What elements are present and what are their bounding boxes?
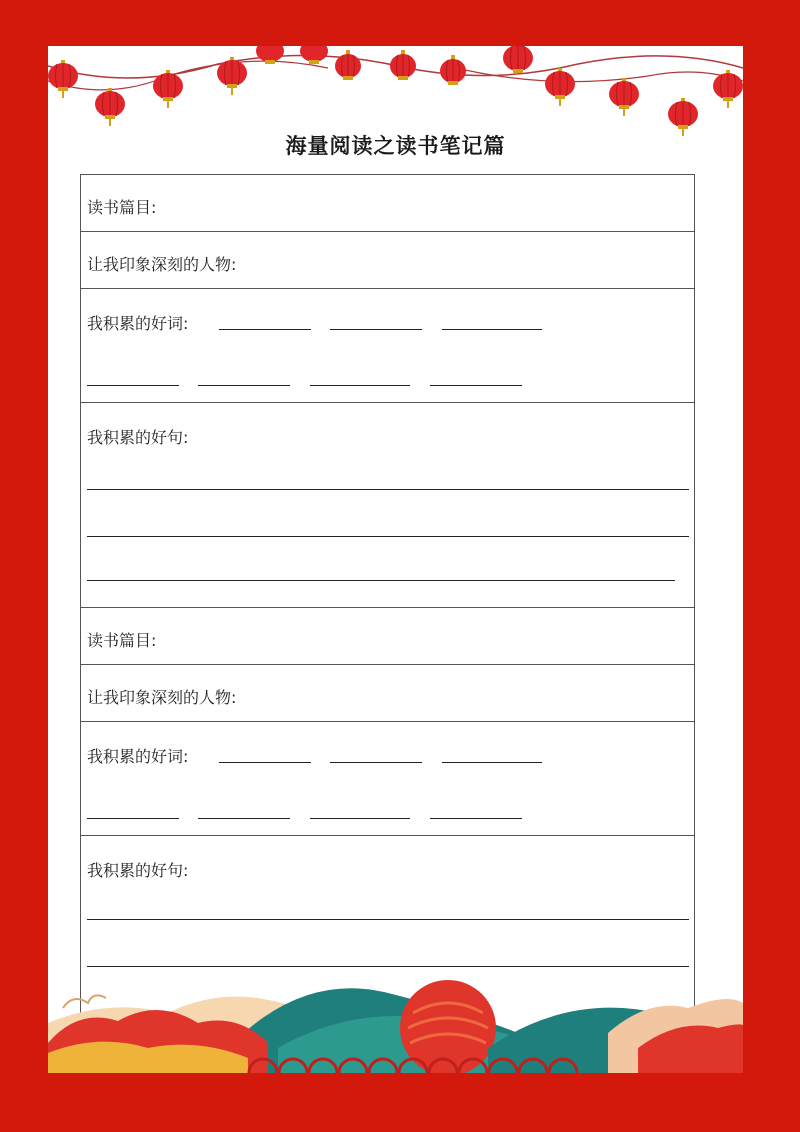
lantern-icon: [713, 70, 743, 108]
lantern-icon: [335, 50, 361, 80]
word-blank[interactable]: [87, 818, 179, 819]
book-title-label: 读书篇目:: [87, 198, 157, 217]
word-blank[interactable]: [310, 385, 410, 386]
word-blank[interactable]: [442, 329, 542, 330]
word-blank[interactable]: [198, 385, 290, 386]
page-title: 海量阅读之读书笔记篇: [285, 134, 506, 158]
word-blank[interactable]: [198, 818, 290, 819]
lantern-icon: [503, 46, 533, 73]
word-blank[interactable]: [219, 329, 311, 330]
cloud-wave-border: [48, 953, 743, 1073]
book-title-label: 读书篇目:: [87, 631, 157, 650]
word-blank[interactable]: [430, 385, 522, 386]
good-words-label: 我积累的好词:: [87, 314, 189, 333]
word-blank[interactable]: [442, 762, 542, 763]
lantern-icon: [440, 55, 466, 85]
word-blank[interactable]: [430, 818, 522, 819]
character-label: 让我印象深刻的人物:: [87, 255, 237, 274]
word-blank[interactable]: [87, 385, 179, 386]
character-row[interactable]: [80, 664, 695, 722]
lantern-icon: [390, 50, 416, 80]
note-sheet: [48, 46, 743, 1073]
good-words-row: [80, 288, 695, 403]
sentence-line[interactable]: [87, 536, 689, 537]
word-blank[interactable]: [219, 762, 311, 763]
sentence-line[interactable]: [87, 919, 689, 920]
word-blank[interactable]: [330, 329, 422, 330]
book-title-row[interactable]: [80, 174, 695, 232]
lantern-icon: [609, 78, 639, 116]
sentence-line[interactable]: [87, 489, 689, 490]
sentence-line[interactable]: [87, 580, 675, 581]
good-sentences-label: 我积累的好句:: [87, 428, 189, 447]
good-words-row: [80, 721, 695, 836]
lantern-icon: [95, 88, 125, 126]
word-blank[interactable]: [310, 818, 410, 819]
word-blank[interactable]: [330, 762, 422, 763]
lantern-icon: [545, 68, 575, 106]
character-row[interactable]: [80, 231, 695, 289]
character-label: 让我印象深刻的人物:: [87, 688, 237, 707]
book-title-row[interactable]: [80, 607, 695, 665]
lantern-icon: [48, 60, 78, 98]
good-words-label: 我积累的好词:: [87, 747, 189, 766]
good-sentences-label: 我积累的好句:: [87, 861, 189, 880]
good-sentences-row: [80, 402, 695, 608]
lantern-icon: [300, 46, 328, 64]
